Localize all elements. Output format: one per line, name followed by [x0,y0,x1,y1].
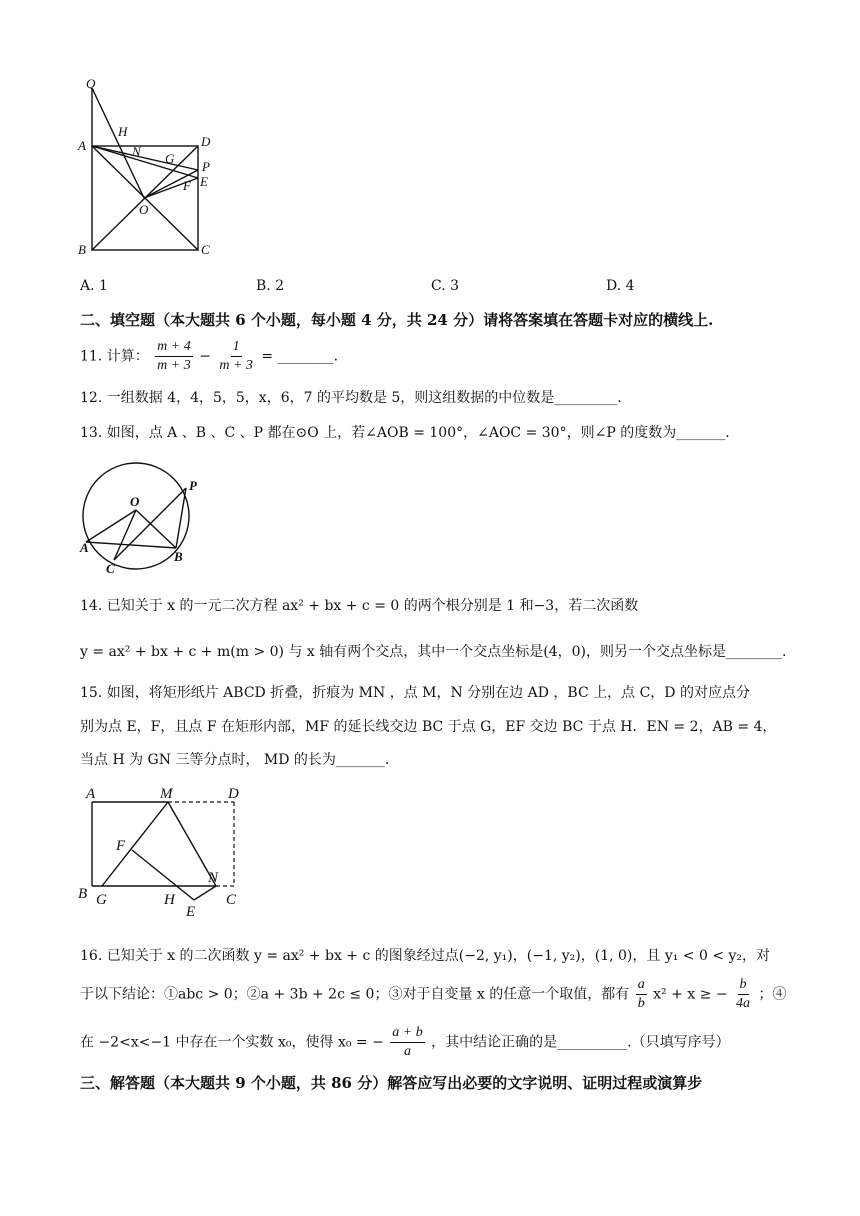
question-15-line-2: 别为点 E，F，且点 F 在矩形内部，MF 的延长线交边 BC 于点 G，EF 交边 BC 于点 H．EN = 2，AB = 4， [80,719,777,735]
fig13-label-b: B [174,549,183,564]
option-c: C. 3 [431,278,460,294]
q11-f1-num: m + 4 [155,338,193,357]
section-3-title: 三、解答题（本大题共 9 个小题，共 86 分）解答应写出必要的文字说明、证明过程或演算步 [80,1074,703,1092]
q16-f1-den: b [637,996,645,1011]
q11-f1-den: m + 3 [157,358,191,373]
figure-folded-rectangle [76,784,256,924]
fig15-label-c: C [226,892,237,908]
q16-fraction-b-4a [734,976,752,1013]
fig10-label-q: Q [86,76,96,91]
fig13-label-p: P [189,478,197,493]
fig10-label-e: E [200,174,208,189]
figure-square-geometry [76,74,226,264]
q11-fraction-1 [155,338,193,375]
q16-f2-num: b [738,976,749,995]
option-d: D. 4 [606,278,635,294]
q16-f3-num: a + b [390,1024,424,1043]
question-12: 12. 一组数据 4，4，5，5，x，6，7 的平均数是 5，则这组数据的中位数是_________. [80,390,622,406]
q16-fraction-a-b [636,976,647,1013]
fig10-label-h: H [118,124,128,139]
fig10-label-p: P [202,159,210,174]
fig15-label-h: H [164,892,175,908]
fig10-label-o: O [139,202,149,217]
question-16-line-3 [80,1024,730,1061]
q11-fraction-2 [217,338,255,375]
q11-minus: − [199,348,211,365]
q16-l2-tail: ；④ [758,986,787,1003]
option-b: B. 2 [256,278,285,294]
fig15-label-a: A [86,786,96,802]
question-14-line-1: 14. 已知关于 x 的一元二次方程 ax² + bx + c = 0 的两个根分别是 1 和−3，若二次函数 [80,598,639,614]
fig13-label-o: O [130,494,140,509]
fig10-label-n: N [132,144,141,159]
fig10-label-b: B [78,242,86,257]
fig15-label-e: E [186,904,196,920]
q11-f2-num: 1 [231,338,242,357]
q16-f1-num: a [636,976,647,995]
q16-f3-den: a [403,1044,411,1059]
fig15-label-f: F [116,838,126,854]
fig10-label-a: A [78,138,86,153]
option-a: A. 1 [80,278,108,294]
fig13-label-c: C [106,561,115,576]
question-15-line-1: 15. 如图，将矩形纸片 ABCD 折叠，折痕为 MN ，点 M，N 分别在边 AD ，BC 上，点 C，D 的对应点分 [80,685,750,701]
fig15-label-n: N [208,870,219,886]
fig15-label-d: D [228,786,239,802]
q11-tail: = ________. [261,348,339,365]
q16-l2-prefix: 于以下结论：①abc > 0；②a + 3b + 2c ≤ 0；③对于自变量 x 的任意一个取值，都有 [80,986,630,1003]
fig10-label-f: F [183,178,191,193]
fig15-label-b: B [78,886,88,902]
question-16-line-2 [80,976,786,1013]
q11-prefix: 11. 计算： [80,348,149,365]
q16-l3-tail: ，其中结论正确的是__________.（只填写序号） [431,1034,730,1051]
question-14-line-2: y = ax² + bx + c + m(m > 0) 与 x 轴有两个交点，其中一个交点坐标是(4，0)，则另一个交点坐标是________. [80,644,787,660]
fig15-label-m: M [160,786,173,802]
fig15-label-g: G [96,892,107,908]
section-2-title: 二、填空题（本大题共 6 个小题，每小题 4 分，共 24 分）请将答案填在答题卡对应的横线上. [80,311,714,329]
fig13-label-a: A [80,540,89,555]
question-16-line-1: 16. 已知关于 x 的二次函数 y = ax² + bx + c 的图象经过点(−2, y₁)，(−1, y₂)，(1, 0)，且 y₁ < 0 < y₂，对 [80,948,771,964]
q16-fraction-x0 [390,1024,424,1061]
q16-l3-prefix: 在 −2<x<−1 中存在一个实数 x₀，使得 x₀ = − [80,1034,384,1051]
q11-f2-den: m + 3 [219,358,253,373]
figure-circle [76,460,206,578]
fig10-label-d: D [201,134,211,149]
question-13: 13. 如图，点 A 、B 、C 、P 都在⊙O 上，若∠AOB = 100°，∠AOC = 30°，则∠P 的度数为_______. [80,425,730,441]
q16-l2-mid: x² + x ≥ − [653,986,728,1003]
q16-f2-den: 4a [736,996,751,1011]
fig10-label-c: C [201,242,210,257]
question-15-line-3: 当点 H 为 GN 三等分点时， MD 的长为_______. [80,752,390,768]
question-11 [80,338,338,375]
fig10-label-g: G [165,151,175,166]
